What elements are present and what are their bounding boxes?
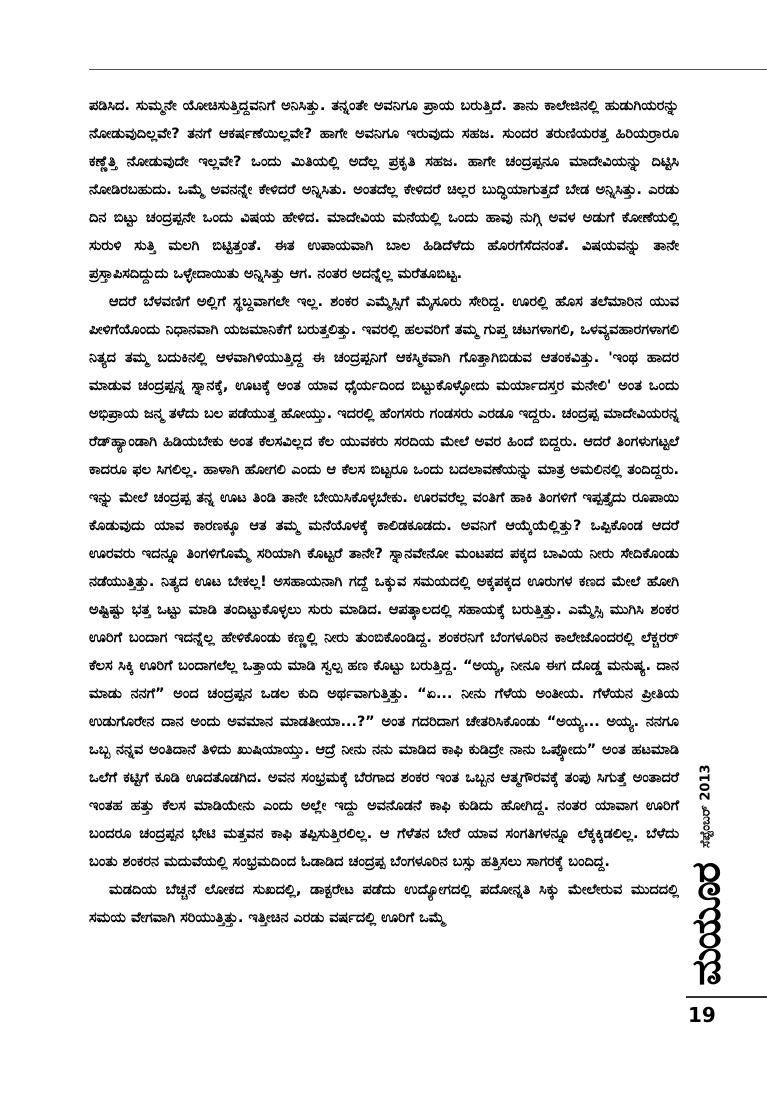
page-number-rule xyxy=(686,996,767,998)
article-body xyxy=(89,92,679,932)
page-number: 19 xyxy=(688,1003,716,1027)
magazine-logo: ಮಯೂರ xyxy=(682,864,730,986)
magazine-sidebar xyxy=(682,764,730,986)
top-rule xyxy=(89,69,767,70)
article-paragraph: ಆದರೆ ಬೆಳವಣಿಗೆ ಅಲ್ಲಿಗೆ ಸ್ಥಬ್ದವಾಗಲೇ ಇಲ್ಲ. ಶಂಕರ ಎಮ್ಮೆಸ್ಸಿಗೆ ಮೈಸೂರು ಸೇರಿದ್ದ. ಊರಲ್ಲಿ ಹೊಸ ತಲೆಮಾರಿನ ಯುವ ಪೀಳಿಗೆಯೊಂದು ನಿಧಾನವಾಗಿ ಯಜಮಾನಿಕೆಗೆ ಬರುತ್ತಲಿತ್ತು. ಇವರಲ್ಲಿ ಹಲವರಿಗೆ ತಮ್ಮ ಗುಪ್ತ ಚಟಗಳಾಗಲಿ, ಒಳವ್ಯವಹಾರಗಳಾಗಲಿ ನಿತ್ಯದ ತಮ್ಮ ಬದುಕಿನಲ್ಲಿ ಆಳವಾಗಿಳಿಯುತ್ತಿದ್ದ ಈ ಚಂದ್ರಪ್ಪನಿಗೆ ಆಕಸ್ಮಿಕವಾಗಿ ಗೊತ್ತಾಗಿಬಿಡುವ ಆತಂಕವಿತ್ತು. 'ಇಂಥ ಹಾದರ ಮಾಡುವ ಚಂದ್ರಪ್ಪನ್ನ ಸ್ನಾನಕ್ಕೆ, ಊಟಕ್ಕೆ ಅಂತ ಯಾವ ಧೈರ್ಯದಿಂದ ಬಿಟ್ಟುಕೊಳ್ಳೋದು ಮರ್ಯಾದಸ್ತರ ಮನೇಲಿ' ಅಂತ ಒಂದು ಅಭಿಪ್ರಾಯ ಜನ್ಮ ತಳೆದು ಬಲ ಪಡೆಯುತ್ತ ಹೋಯ್ತು. ಇದರಲ್ಲಿ ಹೆಂಗಸರು ಗಂಡಸರು ಎರಡೂ ಇದ್ದರು. ಚಂದ್ರಪ್ಪ ಮಾದೇವಿಯರನ್ನ ರೆಡ್‌ಹ್ಯಾಂಡಾಗಿ ಹಿಡಿಯಬೇಕು ಅಂತ ಕೆಲಸವಿಲ್ಲದ ಕೆಲ ಯುವಕರು ಸರದಿಯ ಮೇಲೆ ಅವರ ಹಿಂದೆ ಬಿದ್ದರು. ಆದರೆ ತಿಂಗಳುಗಟ್ಟಲೆ ಕಾದರೂ ಫಲ ಸಿಗಲಿಲ್ಲ. ಹಾಳಾಗಿ ಹೋಗಲಿ ಎಂದು ಆ ಕೆಲಸ ಬಿಟ್ಟರೂ ಒಂದು ಬದಲಾವಣೆಯನ್ನು ಮಾತ್ರ ಅಮಲಿನಲ್ಲಿ ತಂದಿದ್ದರು. ಇನ್ನು ಮೇಲೆ ಚಂದ್ರಪ್ಪ ತನ್ನ ಊಟ ತಿಂಡಿ ತಾನೇ ಬೇಯಿಸಿಕೊಳ್ಳಬೇಕು. ಊರವರೆಲ್ಲ ವಂತಿಗೆ ಹಾಕಿ ತಿಂಗಳಿಗೆ ಇಪ್ಪತ್ತೈದು ರೂಪಾಯಿ ಕೊಡುವುದು ಯಾವ ಕಾರಣಕ್ಕೂ ಆತ ತಮ್ಮ ಮನೆಯೊಳಕ್ಕೆ ಕಾಲಿಡಕೂಡದು. ಅವನಿಗೆ ಆಯ್ಕೆಯೆಲ್ಲಿತ್ತು? ಒಪ್ಪಿಕೊಂಡ ಆದರೆ ಊರವರು ಇದನ್ನೂ ತಿಂಗಳಿಗೊಮ್ಮೆ ಸರಿಯಾಗಿ ಕೊಟ್ಟರೆ ತಾನೇ? ಸ್ನಾನವೇನೋ ಮಂಟಪದ ಪಕ್ಕದ ಬಾವಿಯ ನೀರು ಸೇದಿಕೊಂಡು ನಡೆಯುತ್ತಿತ್ತು. ನಿತ್ಯದ ಊಟ ಬೇಕಲ್ಲ! ಅಸಹಾಯನಾಗಿ ಗದ್ದೆ ಒಕ್ಕುವ ಸಮಯದಲ್ಲಿ ಅಕ್ಕಪಕ್ಕದ ಊರುಗಳ ಕಣದ ಮೇಲೆ ಹೋಗಿ ಅಷ್ಟಿಷ್ಟು ಭತ್ತ ಒಟ್ಟು ಮಾಡಿ ತಂದಿಟ್ಟುಕೊಳ್ಳಲು ಸುರು ಮಾಡಿದ. ಆಪತ್ಕಾಲದಲ್ಲಿ ಸಹಾಯಕ್ಕೆ ಬರುತ್ತಿತ್ತು. ಎಮ್ಮೆಸ್ಸಿ ಮುಗಿಸಿ ಶಂಕರ ಊರಿಗೆ ಬಂದಾಗ ಇದನ್ನೆಲ್ಲ ಹೇಳಿಕೊಂಡು ಕಣ್ಣಲ್ಲಿ ನೀರು ತುಂಬಿಕೊಂಡಿದ್ದ. ಶಂಕರನಿಗೆ ಬೆಂಗಳೂರಿನ ಕಾಲೇಜೊಂದರಲ್ಲಿ ಲೆಕ್ಚರರ್ ಕೆಲಸ ಸಿಕ್ಕಿ ಊರಿಗೆ ಬಂದಾಗಲೆಲ್ಲ ಒತ್ತಾಯ ಮಾಡಿ ಸ್ವಲ್ಪ ಹಣ ಕೊಟ್ಟು ಬರುತ್ತಿದ್ದ. “ಅಯ್ಯ, ನೀನೂ ಈಗ ದೊಡ್ಡ ಮನುಷ್ಯ. ದಾನ ಮಾಡು ನನಗೆ” ಅಂದ ಚಂದ್ರಪ್ಪನ ಒಡಲ ಕುದಿ ಅರ್ಥವಾಗುತ್ತಿತ್ತು. “ಏ... ನೀನು ಗೆಳೆಯ ಅಂತೀಯ. ಗೆಳೆಯನ ಪ್ರೀತಿಯ ಉಡುಗೊರೇನ ದಾನ ಅಂದು ಅವಮಾನ ಮಾಡತೀಯಾ...?” ಅಂತ ಗದರಿದಾಗ ಚೇತರಿಸಿಕೊಂಡು “ಅಯ್ಯ... ಅಯ್ಯ. ನನಗೂ ಒಬ್ಬ ನನ್ನವ ಅಂತಿದಾನೆ ತಿಳಿದು ಖುಷಿಯಾಯ್ತು. ಆದ್ರೆ ನೀನು ನನು ಮಾಡಿದ ಕಾಫಿ ಕುಡಿದ್ರೇ ನಾನು ಒಪ್ಕೋದು” ಅಂತ ಹಟಮಾಡಿ ಒಲೆಗೆ ಕಟ್ಟಿಗೆ ಕೂಡಿ ಊದತೊಡಗಿದ. ಅವನ ಸಂಭ್ರಮಕ್ಕೆ ಬೆರಗಾದ ಶಂಕರ ಇಂತ ಒಬ್ಬನ ಆತ್ಮಗೌರವಕ್ಕೆ ತಂಪು ಸಿಗುತ್ತೆ ಅಂತಾದರೆ ಇಂತಹ ಹತ್ತು ಕೆಲಸ ಮಾಡಿಯೇನು ಎಂದು ಅಲ್ಲೇ ಇದ್ದು ಅವನೊಡನೆ ಕಾಫಿ ಕುಡಿದು ಹೋಗಿದ್ದ. ನಂತರ ಯಾವಾಗ ಊರಿಗೆ ಬಂದರೂ ಚಂದ್ರಪ್ಪನ ಭೇಟಿ ಮತ್ತವನ ಕಾಫಿ ತಪ್ಪಿಸುತ್ತಿರಲಿಲ್ಲ. ಆ ಗೆಳೆತನ ಬೇರೆ ಯಾವ ಸಂಗತಿಗಳನ್ನೂ ಲೆಕ್ಕಕ್ಕಿಡಲಿಲ್ಲ. ಬೆಳೆದು ಬಂತು ಶಂಕರನ ಮದುವೆಯಲ್ಲಿ ಸಂಭ್ರಮದಿಂದ ಓಡಾಡಿದ ಚಂದ್ರಪ್ಪ ಬೆಂಗಳೂರಿನ ಬಸ್ಸು ಹತ್ತಿಸಲು ಸಾಗರಕ್ಕೆ ಬಂದಿದ್ದ. xyxy=(89,293,679,870)
issue-date: ಸೆಪ್ಟೆಂಬರ್ 2013 xyxy=(698,764,714,849)
article-paragraph: ಪಡಿಸಿದ. ಸುಮ್ಮನೇ ಯೋಚಿಸುತ್ತಿದ್ದವನಿಗೆ ಅನಿಸಿತ್ತು. ತನ್ನಂತೇ ಅವನಿಗೂ ಪ್ರಾಯ ಬರುತ್ತಿದೆ. ತಾನು ಕಾಲೇಜಿನಲ್ಲಿ ಹುಡುಗಿಯರನ್ನು ನೋಡುವುದಿಲ್ಲವೇ? ತನಗೆ ಆಕರ್ಷಣೆಯಿಲ್ಲವೇ? ಹಾಗೇ ಅವನಿಗೂ ಇರುವುದು ಸಹಜ. ಸುಂದರ ತರುಣಿಯರತ್ತ ಹಿರಿಯರ್ರಾರೂ ಕಣ್ಣೆತ್ತಿ ನೋಡುವುದೇ ಇಲ್ಲವೇ? ಒಂದು ಮಿತಿಯಲ್ಲಿ ಅದೆಲ್ಲ ಪ್ರಕೃತಿ ಸಹಜ. ಹಾಗೇ ಚಂದ್ರಪ್ಪನೂ ಮಾದೇವಿಯನ್ನು ದಿಟ್ಟಿಸಿ ನೋಡಿರಬಹುದು. ಒಮ್ಮೆ ಅವನನ್ನೇ ಕೇಳಿದರೆ ಅನ್ನಿಸಿತು. ಅಂತದೆಲ್ಲ ಕೇಳಿದರೆ ಚಿಲ್ಲರ ಬುದ್ಧಿಯಾಗುತ್ತದೆ ಬೇಡ ಅನ್ನಿಸಿತ್ತು. ಎರಡು ದಿನ ಬಿಟ್ಟು ಚಂದ್ರಪ್ಪನೇ ಒಂದು ವಿಷಯ ಹೇಳಿದ. ಮಾದೇವಿಯ ಮನೆಯಲ್ಲಿ ಒಂದು ಹಾವು ನುಗ್ಗಿ ಅವಳ ಅಡುಗೆ ಕೋಣೆಯಲ್ಲಿ ಸುರುಳಿ ಸುತ್ತಿ ಮಲಗಿ ಬಿಟ್ಟಿತ್ತಂತೆ. ಈತ ಉಪಾಯವಾಗಿ ಬಾಲ ಹಿಡಿದೆಳೆದು ಹೊರಗೆಸೆದನಂತೆ. ವಿಷಯವನ್ನು ತಾನೇ ಪ್ರಸ್ತಾಪಿಸದಿದ್ದುದು ಒಳ್ಳೇದಾಯಿತು ಅನ್ನಿಸಿತ್ತು ಆಗ. ನಂತರ ಅದನ್ನೆಲ್ಲ ಮರೆತೂಬಿಟ್ಟ. xyxy=(89,97,679,282)
article-paragraph: ಮಡದಿಯ ಬೆಚ್ಚನೆ ಲೋಕದ ಸುಖದಲ್ಲಿ, ಡಾಕ್ಟರೇಟ ಪಡೆದು ಉದ್ಯೋಗದಲ್ಲಿ ಪದೋನ್ನತಿ ಸಿಕ್ಕು ಮೇಲೇರುವ ಮುದದಲ್ಲಿ ಸಮಯ ವೇಗವಾಗಿ ಸರಿಯುತ್ತಿತ್ತು. ಇತ್ತೀಚಿನ ಎರಡು ವರ್ಷದಲ್ಲಿ ಊರಿಗೆ ಒಮ್ಮೆ xyxy=(89,881,679,926)
